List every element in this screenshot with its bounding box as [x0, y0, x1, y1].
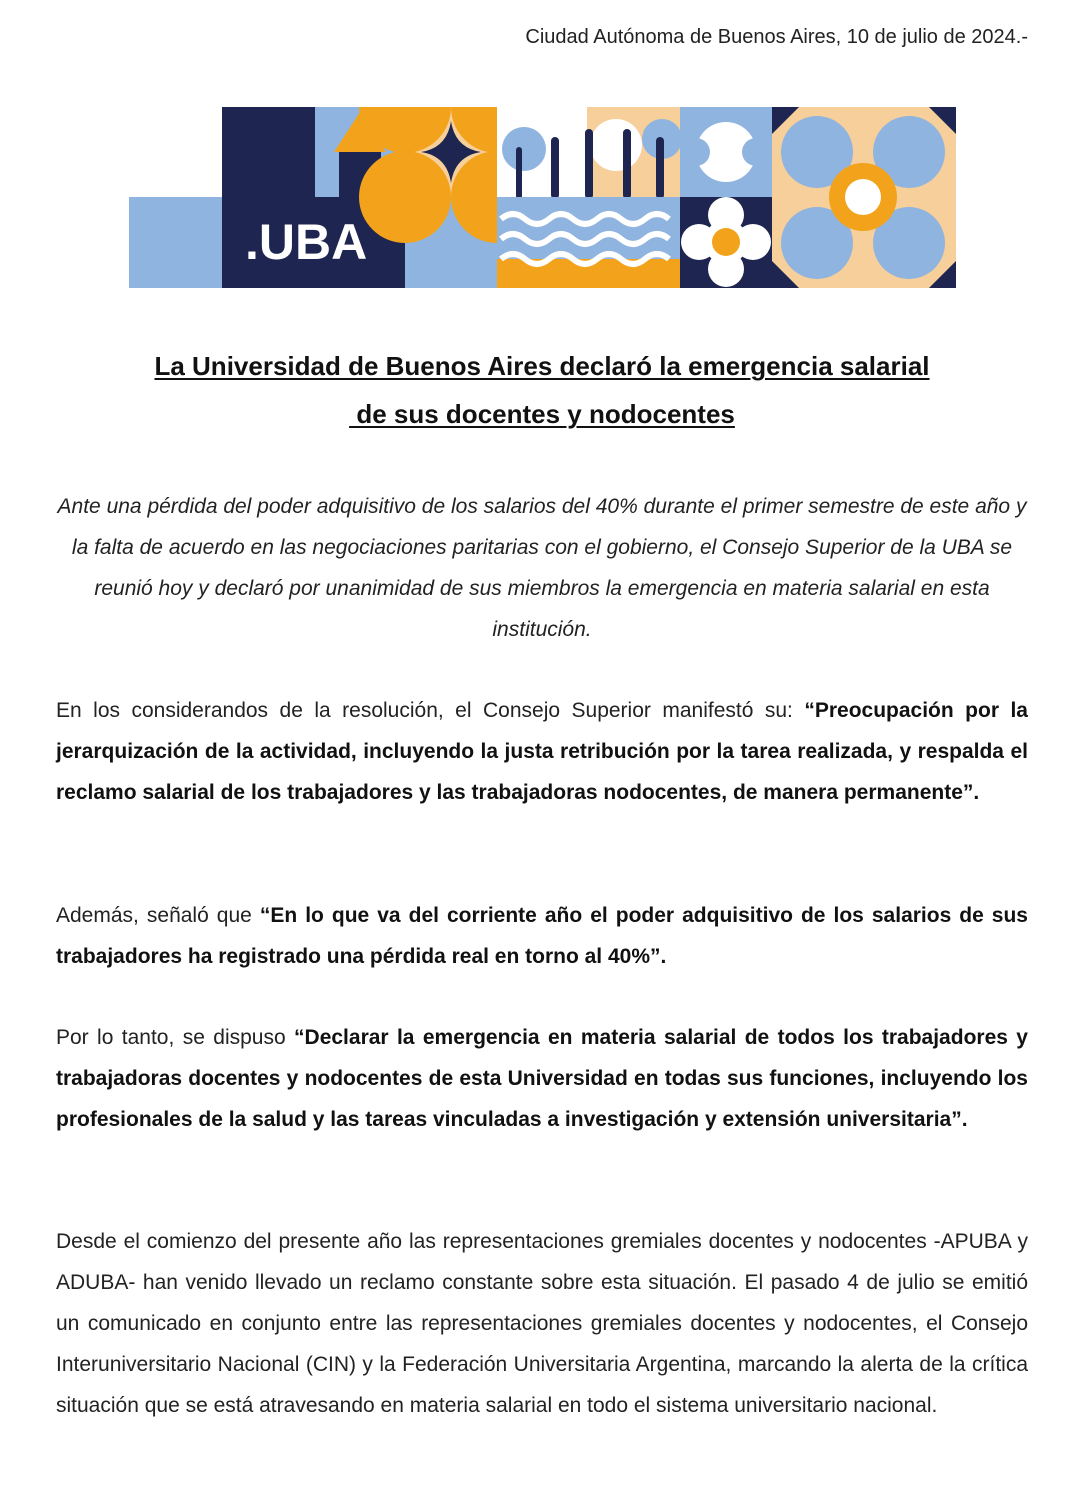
paragraph-ademas [56, 895, 1028, 977]
paragraph-intro: Por lo tanto, se dispuso [56, 1026, 295, 1049]
quoted-statement: “Preocupación por la jerarquización de la actividad, incluyendo la justa retribución por la tarea realizada, y respalda el reclamo salarial de los trabajadores y las trabajadoras nodocentes, de manera permanente”. [56, 699, 1028, 804]
uba-logo: .UBA [245, 214, 368, 270]
quoted-statement: “Declarar la emergencia en materia salarial de todos los trabajadores y trabajadoras docentes y nodocentes de esta Universidad en todas sus funciones, incluyendo los profesionales de la salud y las tareas vinculadas a investigación y extensión universitaria”. [56, 1026, 1028, 1131]
paragraph-gremiales: Desde el comienzo del presente año las representaciones gremiales docentes y nodocentes -APUBA y ADUBA- han venido llevado un reclamo constante sobre esta situación. El pasado 4 de julio se emitió un comunicado en conjunto entre las representaciones gremiales docentes y nodocentes, el Consejo Interuniversitario Nacional (CIN) y la Federación Universitaria Argentina, marcando la alerta de la crítica situación que se está atravesando en materia salarial en todo el sistema universitario nacional. [56, 1230, 1028, 1417]
page-title [56, 342, 1028, 438]
dateline: Ciudad Autónoma de Buenos Aires, 10 de julio de 2024.- [525, 26, 1028, 48]
paragraph-considerandos [56, 690, 1028, 813]
paragraph-intro: En los considerandos de la resolución, el Consejo Superior manifestó su: [56, 699, 805, 722]
title-line-1: La Universidad de Buenos Aires declaró la emergencia salarial [154, 351, 930, 381]
paragraph-dispuso [56, 1017, 1028, 1140]
uba-banner [129, 107, 956, 288]
lead-paragraph: Ante una pérdida del poder adquisitivo de los salarios del 40% durante el primer semestre de este año y la falta de acuerdo en las negociaciones paritarias con el gobierno, el Consejo Superior de la UBA se reunió hoy y declaró por unanimidad de sus miembros la emergencia en materia salarial en esta institución. [57, 495, 1027, 641]
paragraph-intro: Además, señaló que [56, 904, 260, 927]
title-line-2: de sus docentes y nodocentes [349, 399, 735, 429]
quoted-statement: “En lo que va del corriente año el poder adquisitivo de los salarios de sus trabajadores ha registrado una pérdida real en torno al 40%”. [56, 904, 1028, 968]
